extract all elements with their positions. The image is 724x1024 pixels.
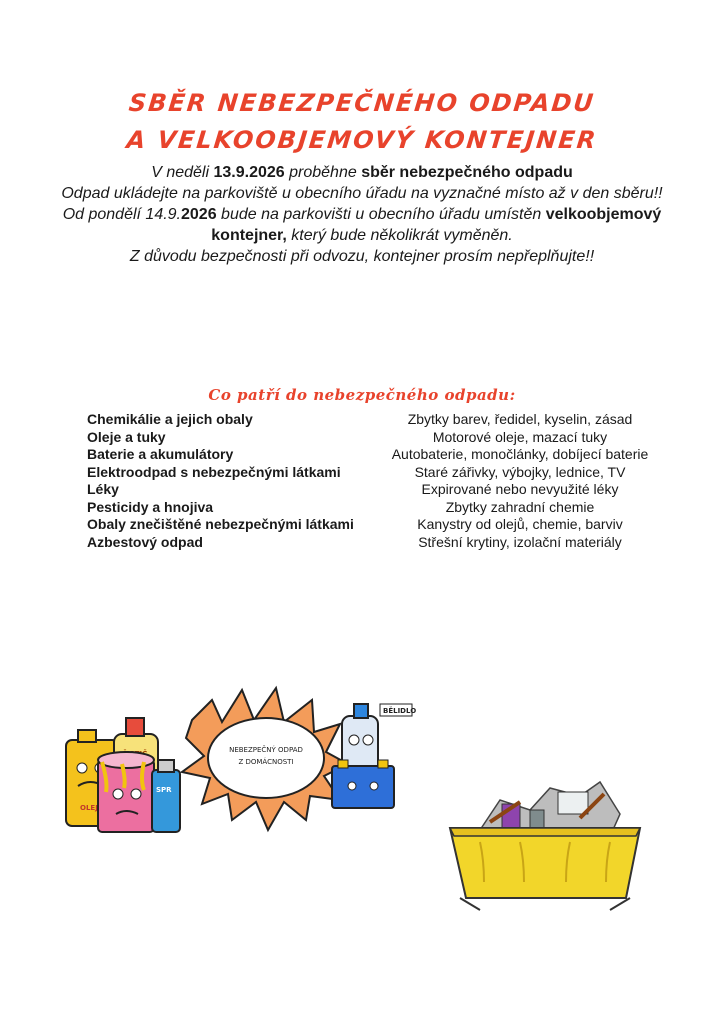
section-heading: Co patří do nebezpečného odpadu: [208, 386, 516, 404]
table-row [87, 464, 657, 482]
collection-date: 13.9.2026 [213, 164, 285, 181]
collection-name: sběr nebezpečného odpadu [361, 164, 573, 181]
container-icon [450, 828, 640, 910]
intro-line-warning: Z důvodu bezpečnosti při odvozu, kontejner prosím nepřeplňujte!! [129, 248, 595, 265]
intro-line-instructions: Odpad ukládejte na parkoviště u obecního úřadu na vyznačné místo až v den sběru!! [61, 185, 663, 202]
waste-examples: Zbytky zahradní chemie [445, 498, 595, 515]
cloud-text-line-2: Z DOMÁCNOSTI [238, 758, 294, 766]
waste-category: Léky [87, 481, 119, 497]
table-row [87, 429, 657, 447]
car-battery-icon [332, 760, 394, 808]
waste-category: Chemikálie a jejich obaly [87, 411, 253, 427]
waste-category: Pesticidy a hnojiva [87, 498, 214, 515]
waste-category: Obaly znečištěné nebezpečnými látkami [87, 516, 354, 532]
table-row [87, 481, 657, 499]
label-belidlo: BĚLIDLO [383, 707, 417, 715]
container-year: 2026 [181, 206, 217, 223]
waste-examples: Staré zářivky, výbojky, lednice, TV [414, 463, 626, 480]
explosion-burst-icon [182, 688, 348, 830]
title-line-2: A VELKOOBJEMOVÝ KONTEJNER [125, 126, 599, 154]
paint-can-icon [98, 752, 154, 832]
waste-examples: Střešní krytiny, izolační materiály [418, 533, 622, 550]
waste-examples: Motorové oleje, mazací tuky [432, 428, 608, 445]
cloud-text-line-1: NEBEZPEČNÝ ODPAD [229, 746, 303, 754]
waste-examples: Expirované nebo nevyužité léky [421, 481, 619, 497]
table-row [87, 499, 657, 517]
bulky-waste-container-illustration [440, 770, 650, 920]
waste-examples: Kanystry od olejů, chemie, barviv [417, 516, 623, 532]
table-row [87, 411, 657, 429]
intro-line-collection-date: V neděli 13.9.2026 proběhne sběr nebezpečného odpadu [151, 164, 573, 181]
waste-category: Elektroodpad s nebezpečnými látkami [87, 463, 341, 480]
waste-category: Oleje a tuky [87, 428, 166, 445]
waste-table [87, 411, 657, 551]
intro-text [60, 162, 664, 267]
table-row [87, 516, 657, 534]
table-row [87, 446, 657, 464]
waste-examples: Autobaterie, monočlánky, dobíjecí baterie [391, 446, 649, 462]
waste-category: Azbestový odpad [87, 533, 203, 550]
hazardous-waste-illustration [62, 660, 422, 850]
junk-pile-icon [480, 782, 620, 832]
table-row [87, 534, 657, 552]
spray-can-icon [152, 760, 180, 832]
label-olej: OLEJ [80, 804, 98, 812]
label-spr: SPR [156, 786, 172, 794]
intro-line-container: Od pondělí 14.9.2026 bude na parkovišti u obecního úřadu umístěn velkoobjemový kontejner, který bude několikrát vyměněn. [62, 206, 662, 244]
title-line-1: SBĚR NEBEZPEČNÉHO ODPADU [127, 89, 597, 117]
waste-category: Baterie a akumulátory [87, 446, 234, 462]
container-name: velkoobjemový kontejner, [211, 206, 662, 244]
waste-examples: Zbytky barev, ředidel, kyselin, zásad [407, 411, 633, 427]
